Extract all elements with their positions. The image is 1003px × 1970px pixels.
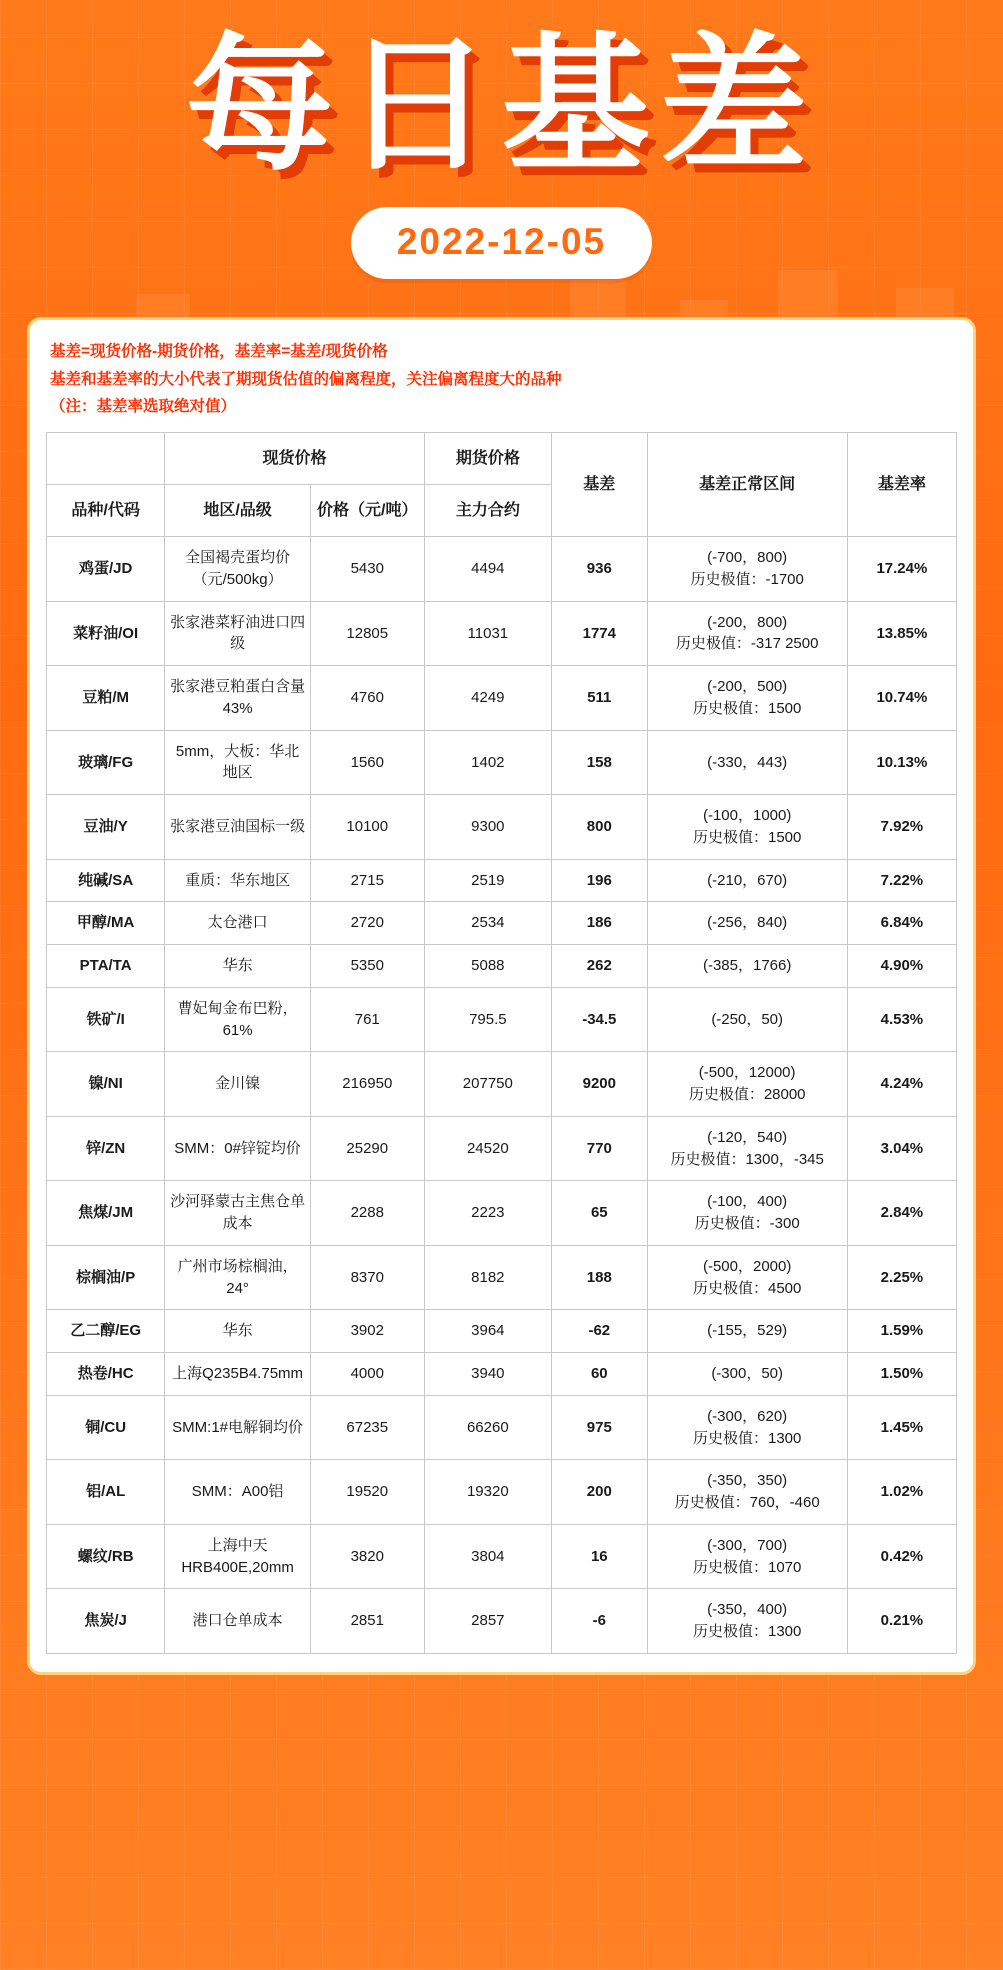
cell-basis: -62 <box>552 1310 648 1353</box>
basis-range-normal: (-155，529) <box>707 1322 788 1340</box>
cell-futures-price: 4249 <box>424 666 551 731</box>
cell-variety: 乙二醇/EG <box>47 1310 165 1353</box>
cell-variety: 螺纹/RB <box>47 1524 165 1589</box>
cell-region: 金川镍 <box>165 1052 311 1117</box>
cell-basis-rate: 1.59% <box>847 1310 956 1353</box>
cell-basis-rate: 6.84% <box>847 902 956 945</box>
cell-spot-price: 216950 <box>310 1052 424 1117</box>
poster-header <box>0 0 1003 279</box>
cell-region: 重质：华东地区 <box>165 859 311 902</box>
table-row <box>47 537 957 602</box>
cell-basis: -34.5 <box>552 987 648 1052</box>
cell-basis: 975 <box>552 1395 648 1460</box>
note-line-2: 基差和基差率的大小代表了期现货估值的偏离程度，关注偏离程度大的品种 <box>50 370 562 388</box>
cell-basis-rate: 2.25% <box>847 1245 956 1310</box>
basis-range-normal: (-330，443) <box>707 753 788 771</box>
cell-variety: 甲醇/MA <box>47 902 165 945</box>
cell-basis-range <box>647 987 847 1052</box>
cell-basis-range <box>647 1353 847 1396</box>
cell-basis: 262 <box>552 945 648 988</box>
cell-region: 曹妃甸金布巴粉，61% <box>165 987 311 1052</box>
cell-futures-price: 2534 <box>424 902 551 945</box>
table-header-row-1 <box>47 432 957 484</box>
cell-basis: 511 <box>552 666 648 731</box>
cell-variety: 豆油/Y <box>47 795 165 860</box>
cell-spot-price: 3820 <box>310 1524 424 1589</box>
cell-variety: 热卷/HC <box>47 1353 165 1396</box>
cell-spot-price: 761 <box>310 987 424 1052</box>
cell-region: 张家港菜籽油进口四级 <box>165 601 311 666</box>
cell-basis-range <box>647 859 847 902</box>
cell-spot-price: 19520 <box>310 1460 424 1525</box>
basis-range-normal: (-700，800) <box>707 549 788 567</box>
cell-basis: 936 <box>552 537 648 602</box>
cell-region: 广州市场棕榈油，24° <box>165 1245 311 1310</box>
header-basis-range: 基差正常区间 <box>647 432 847 536</box>
table-body <box>47 537 957 1654</box>
cell-basis: 9200 <box>552 1052 648 1117</box>
cell-region: SMM：A00铝 <box>165 1460 311 1525</box>
cell-basis-range <box>647 902 847 945</box>
cell-futures-price: 8182 <box>424 1245 551 1310</box>
cell-futures-price: 1402 <box>424 730 551 795</box>
cell-basis-rate: 10.74% <box>847 666 956 731</box>
table-header <box>47 432 957 536</box>
cell-spot-price: 25290 <box>310 1116 424 1181</box>
basis-range-normal: (-210，670) <box>707 871 788 889</box>
cell-basis-rate: 7.22% <box>847 859 956 902</box>
cell-basis-rate: 10.13% <box>847 730 956 795</box>
cell-basis-range <box>647 1589 847 1654</box>
basis-range-normal: (-100，1000) <box>702 807 792 825</box>
cell-basis-range <box>647 1181 847 1246</box>
header-basis: 基差 <box>552 432 648 536</box>
cell-futures-price: 4494 <box>424 537 551 602</box>
cell-region: 全国褐壳蛋均价（元/500kg） <box>165 537 311 602</box>
cell-basis: 1774 <box>552 601 648 666</box>
cell-spot-price: 5350 <box>310 945 424 988</box>
basis-range-extreme: 历史极值：1300，-345 <box>670 1150 824 1168</box>
header-basis-rate: 基差率 <box>847 432 956 536</box>
cell-basis-range <box>647 601 847 666</box>
cell-region: 港口仓单成本 <box>165 1589 311 1654</box>
table-row <box>47 1524 957 1589</box>
cell-basis-rate: 2.84% <box>847 1181 956 1246</box>
cell-basis-rate: 4.90% <box>847 945 956 988</box>
header-spacer <box>47 432 165 484</box>
basis-range-normal: (-120，540) <box>707 1128 788 1146</box>
basis-range-normal: (-385，1766) <box>702 957 792 975</box>
cell-basis-range <box>647 537 847 602</box>
table-row <box>47 1181 957 1246</box>
note-line-1: 基差=现货价格-期货价格，基差率=基差/现货价格 <box>50 343 388 361</box>
cell-basis-rate: 1.45% <box>847 1395 956 1460</box>
cell-futures-price: 2223 <box>424 1181 551 1246</box>
cell-basis-rate: 13.85% <box>847 601 956 666</box>
header-contract: 主力合约 <box>424 484 551 536</box>
header-futures-group: 期货价格 <box>424 432 551 484</box>
basis-range-extreme: 历史极值：-300 <box>694 1215 800 1233</box>
header-region: 地区/品级 <box>165 484 311 536</box>
cell-futures-price: 2519 <box>424 859 551 902</box>
cell-futures-price: 24520 <box>424 1116 551 1181</box>
notes-block <box>46 334 957 431</box>
basis-range-extreme: 历史极值：28000 <box>688 1086 806 1104</box>
table-row <box>47 859 957 902</box>
cell-futures-price: 2857 <box>424 1589 551 1654</box>
basis-range-extreme: 历史极值：1500 <box>692 699 802 717</box>
cell-basis-range <box>647 1395 847 1460</box>
basis-range-normal: (-256，840) <box>707 914 788 932</box>
cell-basis-range <box>647 1245 847 1310</box>
cell-futures-price: 11031 <box>424 601 551 666</box>
cell-variety: 鸡蛋/JD <box>47 537 165 602</box>
cell-region: 太仓港口 <box>165 902 311 945</box>
table-row <box>47 987 957 1052</box>
table-row <box>47 1460 957 1525</box>
table-row <box>47 795 957 860</box>
cell-variety: 镍/NI <box>47 1052 165 1117</box>
cell-basis: 186 <box>552 902 648 945</box>
basis-range-extreme: 历史极值：1500 <box>692 828 802 846</box>
cell-spot-price: 8370 <box>310 1245 424 1310</box>
basis-range-extreme: 历史极值：-1700 <box>690 570 804 588</box>
cell-basis: 200 <box>552 1460 648 1525</box>
cell-basis-rate: 0.42% <box>847 1524 956 1589</box>
table-row <box>47 945 957 988</box>
cell-spot-price: 2715 <box>310 859 424 902</box>
header-spot-group: 现货价格 <box>165 432 424 484</box>
basis-table-card <box>27 317 976 1675</box>
page-title: 每日基差 <box>185 19 818 191</box>
cell-spot-price: 5430 <box>310 537 424 602</box>
cell-basis-range <box>647 1524 847 1589</box>
basis-range-normal: (-200，500) <box>707 678 788 696</box>
cell-variety: 纯碱/SA <box>47 859 165 902</box>
table-row <box>47 666 957 731</box>
table-row <box>47 1245 957 1310</box>
basis-range-normal: (-350，400) <box>707 1601 788 1619</box>
cell-region: 张家港豆粕蛋白含量43% <box>165 666 311 731</box>
cell-futures-price: 5088 <box>424 945 551 988</box>
basis-range-extreme: 历史极值：-317 2500 <box>675 635 819 653</box>
table-row <box>47 1395 957 1460</box>
basis-range-normal: (-300，700) <box>707 1536 788 1554</box>
cell-basis-rate: 3.04% <box>847 1116 956 1181</box>
table-row <box>47 601 957 666</box>
cell-basis: 800 <box>552 795 648 860</box>
cell-futures-price: 3964 <box>424 1310 551 1353</box>
basis-range-extreme: 历史极值：1070 <box>692 1558 802 1576</box>
cell-region: 上海Q235B4.75mm <box>165 1353 311 1396</box>
cell-basis-rate: 1.50% <box>847 1353 956 1396</box>
basis-range-extreme: 历史极值：4500 <box>692 1279 802 1297</box>
cell-spot-price: 2851 <box>310 1589 424 1654</box>
cell-futures-price: 9300 <box>424 795 551 860</box>
cell-region: 张家港豆油国标一级 <box>165 795 311 860</box>
cell-futures-price: 66260 <box>424 1395 551 1460</box>
cell-spot-price: 12805 <box>310 601 424 666</box>
cell-basis-range <box>647 795 847 860</box>
note-line-3: （注：基差率选取绝对值） <box>50 397 237 415</box>
basis-range-extreme: 历史极值：1300 <box>692 1429 802 1447</box>
cell-basis-range <box>647 945 847 988</box>
table-row <box>47 1052 957 1117</box>
cell-spot-price: 1560 <box>310 730 424 795</box>
cell-spot-price: 10100 <box>310 795 424 860</box>
basis-range-extreme: 历史极值：760，-460 <box>674 1494 820 1512</box>
table-row <box>47 902 957 945</box>
cell-variety: 铜/CU <box>47 1395 165 1460</box>
cell-variety: PTA/TA <box>47 945 165 988</box>
cell-futures-price: 19320 <box>424 1460 551 1525</box>
cell-region: 华东 <box>165 945 311 988</box>
table-row <box>47 1353 957 1396</box>
cell-basis-range <box>647 1052 847 1117</box>
cell-spot-price: 67235 <box>310 1395 424 1460</box>
cell-futures-price: 3804 <box>424 1524 551 1589</box>
table-row <box>47 730 957 795</box>
cell-basis: 65 <box>552 1181 648 1246</box>
cell-variety: 棕榈油/P <box>47 1245 165 1310</box>
cell-basis-rate: 7.92% <box>847 795 956 860</box>
cell-basis-rate: 1.02% <box>847 1460 956 1525</box>
cell-futures-price: 207750 <box>424 1052 551 1117</box>
basis-range-normal: (-300，50) <box>711 1365 784 1383</box>
basis-range-normal: (-500，2000) <box>702 1257 792 1275</box>
basis-range-normal: (-350，350) <box>707 1472 788 1490</box>
cell-basis-range <box>647 666 847 731</box>
cell-variety: 菜籽油/OI <box>47 601 165 666</box>
cell-variety: 铁矿/I <box>47 987 165 1052</box>
basis-table <box>46 432 957 1654</box>
cell-region: 华东 <box>165 1310 311 1353</box>
cell-spot-price: 2720 <box>310 902 424 945</box>
cell-spot-price: 4760 <box>310 666 424 731</box>
cell-basis-rate: 4.53% <box>847 987 956 1052</box>
cell-basis-range <box>647 1116 847 1181</box>
date-badge: 2022-12-05 <box>351 207 652 279</box>
basis-range-normal: (-500，12000) <box>698 1064 796 1082</box>
table-row <box>47 1116 957 1181</box>
cell-basis-range <box>647 1310 847 1353</box>
cell-basis-rate: 4.24% <box>847 1052 956 1117</box>
cell-region: 5mm，大板：华北地区 <box>165 730 311 795</box>
cell-basis: 158 <box>552 730 648 795</box>
cell-basis-rate: 0.21% <box>847 1589 956 1654</box>
cell-basis: 60 <box>552 1353 648 1396</box>
cell-futures-price: 795.5 <box>424 987 551 1052</box>
cell-variety: 玻璃/FG <box>47 730 165 795</box>
header-variety: 品种/代码 <box>47 484 165 536</box>
cell-basis-rate: 17.24% <box>847 537 956 602</box>
cell-region: SMM：0#锌锭均价 <box>165 1116 311 1181</box>
table-row <box>47 1310 957 1353</box>
basis-range-normal: (-300，620) <box>707 1407 788 1425</box>
cell-region: 上海中天HRB400E,20mm <box>165 1524 311 1589</box>
header-price: 价格（元/吨） <box>310 484 424 536</box>
cell-region: SMM:1#电解铜均价 <box>165 1395 311 1460</box>
cell-spot-price: 3902 <box>310 1310 424 1353</box>
cell-futures-price: 3940 <box>424 1353 551 1396</box>
basis-range-normal: (-100，400) <box>707 1193 788 1211</box>
cell-basis: 188 <box>552 1245 648 1310</box>
cell-variety: 豆粕/M <box>47 666 165 731</box>
cell-basis: 196 <box>552 859 648 902</box>
table-row <box>47 1589 957 1654</box>
cell-region: 沙河驿蒙古主焦仓单成本 <box>165 1181 311 1246</box>
cell-basis: 16 <box>552 1524 648 1589</box>
cell-basis: -6 <box>552 1589 648 1654</box>
cell-variety: 铝/AL <box>47 1460 165 1525</box>
basis-range-extreme: 历史极值：1300 <box>692 1623 802 1641</box>
cell-basis: 770 <box>552 1116 648 1181</box>
cell-variety: 锌/ZN <box>47 1116 165 1181</box>
cell-variety: 焦煤/JM <box>47 1181 165 1246</box>
basis-range-normal: (-250，50) <box>711 1010 784 1028</box>
basis-range-normal: (-200，800) <box>707 613 788 631</box>
cell-basis-range <box>647 730 847 795</box>
cell-spot-price: 2288 <box>310 1181 424 1246</box>
cell-variety: 焦炭/J <box>47 1589 165 1654</box>
cell-spot-price: 4000 <box>310 1353 424 1396</box>
cell-basis-range <box>647 1460 847 1525</box>
